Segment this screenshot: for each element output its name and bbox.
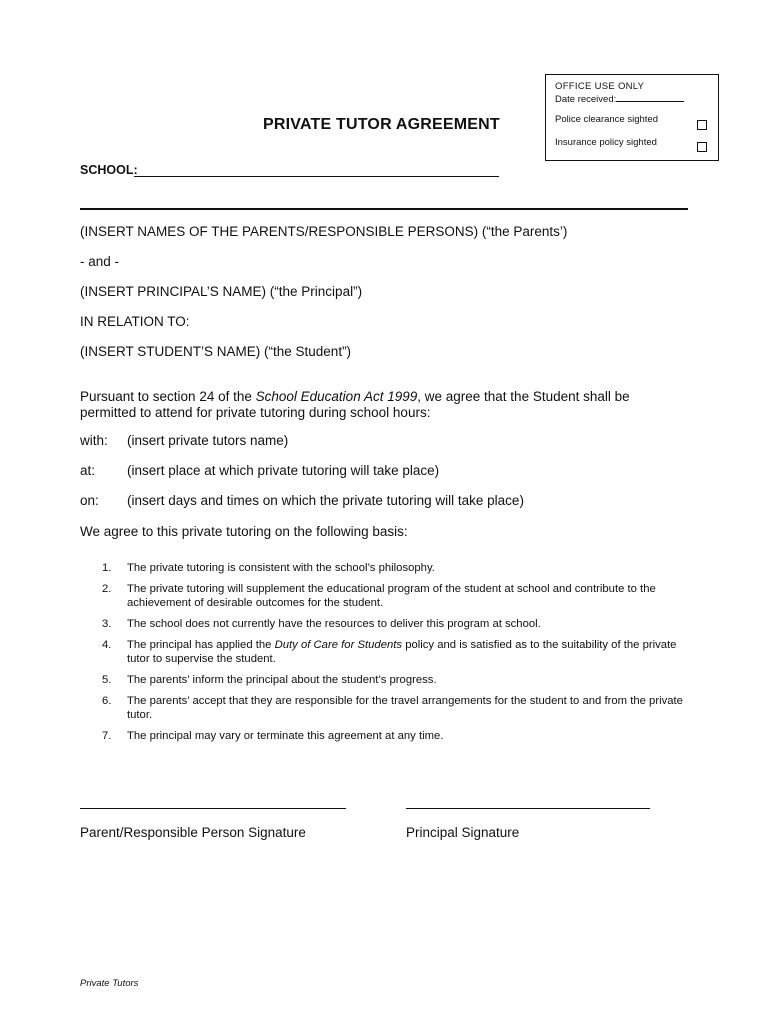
condition-text: The school does not currently have the resources to deliver this program at school.: [127, 618, 541, 630]
insurance-policy-label: Insurance policy sighted: [555, 137, 657, 148]
office-use-box: [545, 74, 719, 161]
list-number: 7.: [102, 730, 112, 742]
conditions-list: [102, 561, 692, 750]
list-number: 3.: [102, 618, 112, 630]
condition-text: The private tutoring is consistent with the school’s philosophy.: [127, 562, 435, 574]
pursuant-text-start: Pursuant to section 24 of the: [80, 389, 256, 404]
date-received-label: Date received:: [555, 94, 617, 105]
principal-signature-label: Principal Signature: [406, 825, 520, 840]
list-number: 4.: [102, 639, 112, 651]
and-separator: - and -: [80, 254, 120, 269]
list-number: 6.: [102, 695, 112, 707]
list-number: 1.: [102, 562, 112, 574]
place-placeholder: (insert place at which private tutoring will take place): [127, 463, 440, 478]
condition-text-start: The principal has applied the: [127, 639, 275, 651]
in-relation-to: IN RELATION TO:: [80, 314, 190, 329]
list-item: [102, 617, 692, 631]
principal-placeholder: (INSERT PRINCIPAL’S NAME) (“the Principal”): [80, 284, 363, 299]
list-item: [102, 729, 692, 743]
pursuant-text-end: , we agree that the Student shall be permitted to attend for private tutoring during school hours:: [80, 389, 630, 420]
insurance-policy-checkbox[interactable]: [697, 142, 707, 152]
condition-text: The private tutoring will supplement the educational program of the student at school and contribute to the achievement of desirable outcomes for the student.: [127, 583, 656, 609]
list-number: 5.: [102, 674, 112, 686]
list-item: [102, 673, 692, 687]
policy-name: Duty of Care for Students: [274, 639, 403, 651]
condition-text: The parents’ inform the principal about the student’s progress.: [127, 674, 437, 686]
list-item: [102, 638, 692, 666]
police-clearance-checkbox[interactable]: [697, 120, 707, 130]
basis-intro: We agree to this private tutoring on the following basis:: [80, 524, 408, 539]
list-item: [102, 561, 692, 575]
list-item: [102, 694, 692, 722]
date-received-blank[interactable]: [616, 92, 684, 102]
act-name: School Education Act 1999: [255, 389, 418, 404]
document-title: PRIVATE TUTOR AGREEMENT: [263, 116, 500, 133]
at-label: at:: [80, 463, 96, 478]
parent-signature-label: Parent/Responsible Person Signature: [80, 825, 306, 840]
condition-text: The principal may vary or terminate this agreement at any time.: [127, 730, 444, 742]
parents-placeholder: (INSERT NAMES OF THE PARENTS/RESPONSIBLE PERSONS) (“the Parents’): [80, 224, 568, 239]
header-divider: [80, 208, 688, 210]
page-footer: Private Tutors: [80, 978, 139, 989]
parent-signature-line[interactable]: [80, 808, 346, 809]
condition-text-end: policy and is satisfied as to the suitability of the private tutor to supervise the student.: [127, 639, 677, 665]
school-label: SCHOOL:: [80, 163, 138, 177]
time-placeholder: (insert days and times on which the private tutoring will take place): [127, 493, 524, 508]
police-clearance-label: Police clearance sighted: [555, 114, 658, 125]
office-use-title: OFFICE USE ONLY: [555, 81, 645, 92]
tutor-name-placeholder: (insert private tutors name): [127, 433, 289, 448]
condition-text: The parents’ accept that they are responsible for the travel arrangements for the student to and from the private tutor.: [127, 695, 683, 721]
with-label: with:: [80, 433, 108, 448]
principal-signature-line[interactable]: [406, 808, 650, 809]
school-input-line[interactable]: [134, 176, 499, 177]
date-received-field[interactable]: [555, 92, 684, 105]
list-number: 2.: [102, 583, 112, 595]
pursuant-paragraph: [80, 389, 680, 421]
list-item: [102, 582, 692, 610]
student-placeholder: (INSERT STUDENT’S NAME) (“the Student”): [80, 344, 352, 359]
on-label: on:: [80, 493, 99, 508]
